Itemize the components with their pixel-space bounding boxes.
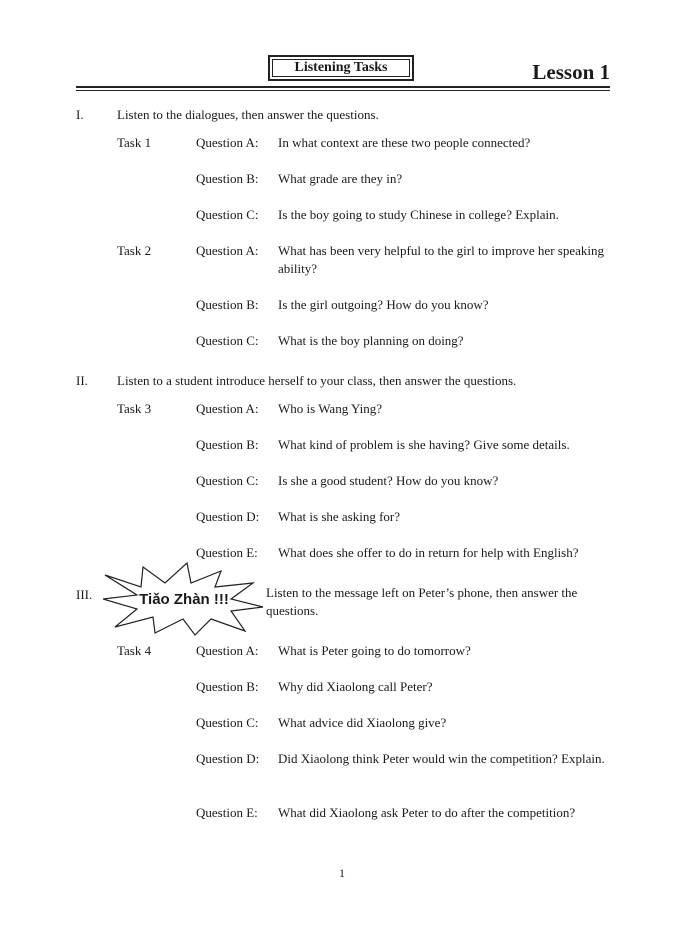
task-label: Task 2 <box>117 243 152 258</box>
section-numeral: III. <box>76 587 93 602</box>
question-label: Question E: <box>196 545 258 560</box>
question-label: Question B: <box>196 679 259 694</box>
section-title: Listening Tasks <box>272 59 410 77</box>
question-label: Question E: <box>196 805 258 820</box>
question-label: Question B: <box>196 437 259 452</box>
lesson-title: Lesson 1 <box>532 60 610 84</box>
section-instruction: Listen to a student introduce herself to your class, then answer the questions. <box>117 373 517 388</box>
question-text: Is she a good student? How do you know? <box>278 473 499 488</box>
header-rule-thin <box>76 90 610 91</box>
question-text: What kind of problem is she having? Give some details. <box>278 437 570 452</box>
question-label: Question C: <box>196 207 259 222</box>
question-label: Question D: <box>196 751 260 766</box>
task-label: Task 4 <box>117 643 152 658</box>
challenge-badge: Tiǎo Zhàn !!! <box>139 590 229 608</box>
question-label: Question A: <box>196 243 259 258</box>
question-text: What does she offer to do in return for help with English? <box>278 545 579 560</box>
question-text: What is she asking for? <box>278 509 401 524</box>
question-text: Why did Xiaolong call Peter? <box>278 679 433 694</box>
question-text: What is Peter going to do tomorrow? <box>278 643 471 658</box>
header-rule <box>76 86 610 88</box>
question-label: Question B: <box>196 171 259 186</box>
question-text: Is the boy going to study Chinese in college? Explain. <box>278 207 559 222</box>
question-text: Is the girl outgoing? How do you know? <box>278 297 489 312</box>
section-numeral: I. <box>76 107 84 122</box>
section-title-box <box>268 55 414 81</box>
question-text: What advice did Xiaolong give? <box>278 715 447 730</box>
question-text: Who is Wang Ying? <box>278 401 383 416</box>
question-label: Question C: <box>196 333 259 348</box>
section-numeral: II. <box>76 373 88 388</box>
question-label: Question A: <box>196 401 259 416</box>
question-text: What is the boy planning on doing? <box>278 333 464 348</box>
question-label: Question A: <box>196 135 259 150</box>
section-instruction: Listen to the dialogues, then answer the questions. <box>117 107 379 122</box>
question-text: What grade are they in? <box>278 171 403 186</box>
question-text: In what context are these two people connected? <box>278 135 531 150</box>
task-label: Task 3 <box>117 401 152 416</box>
question-label: Question B: <box>196 297 259 312</box>
question-label: Question A: <box>196 643 259 658</box>
question-text: Did Xiaolong think Peter would win the competition? Explain. <box>278 751 605 766</box>
task-label: Task 1 <box>117 135 152 150</box>
question-label: Question C: <box>196 473 259 488</box>
section-instruction: Listen to the message left on Peter’s phone, then answer the questions. <box>266 585 578 618</box>
question-label: Question D: <box>196 509 260 524</box>
question-label: Question C: <box>196 715 259 730</box>
page-number: 1 <box>339 866 345 880</box>
question-text: What did Xiaolong ask Peter to do after the competition? <box>278 805 576 820</box>
question-text: What has been very helpful to the girl to improve her speaking ability? <box>278 243 604 276</box>
